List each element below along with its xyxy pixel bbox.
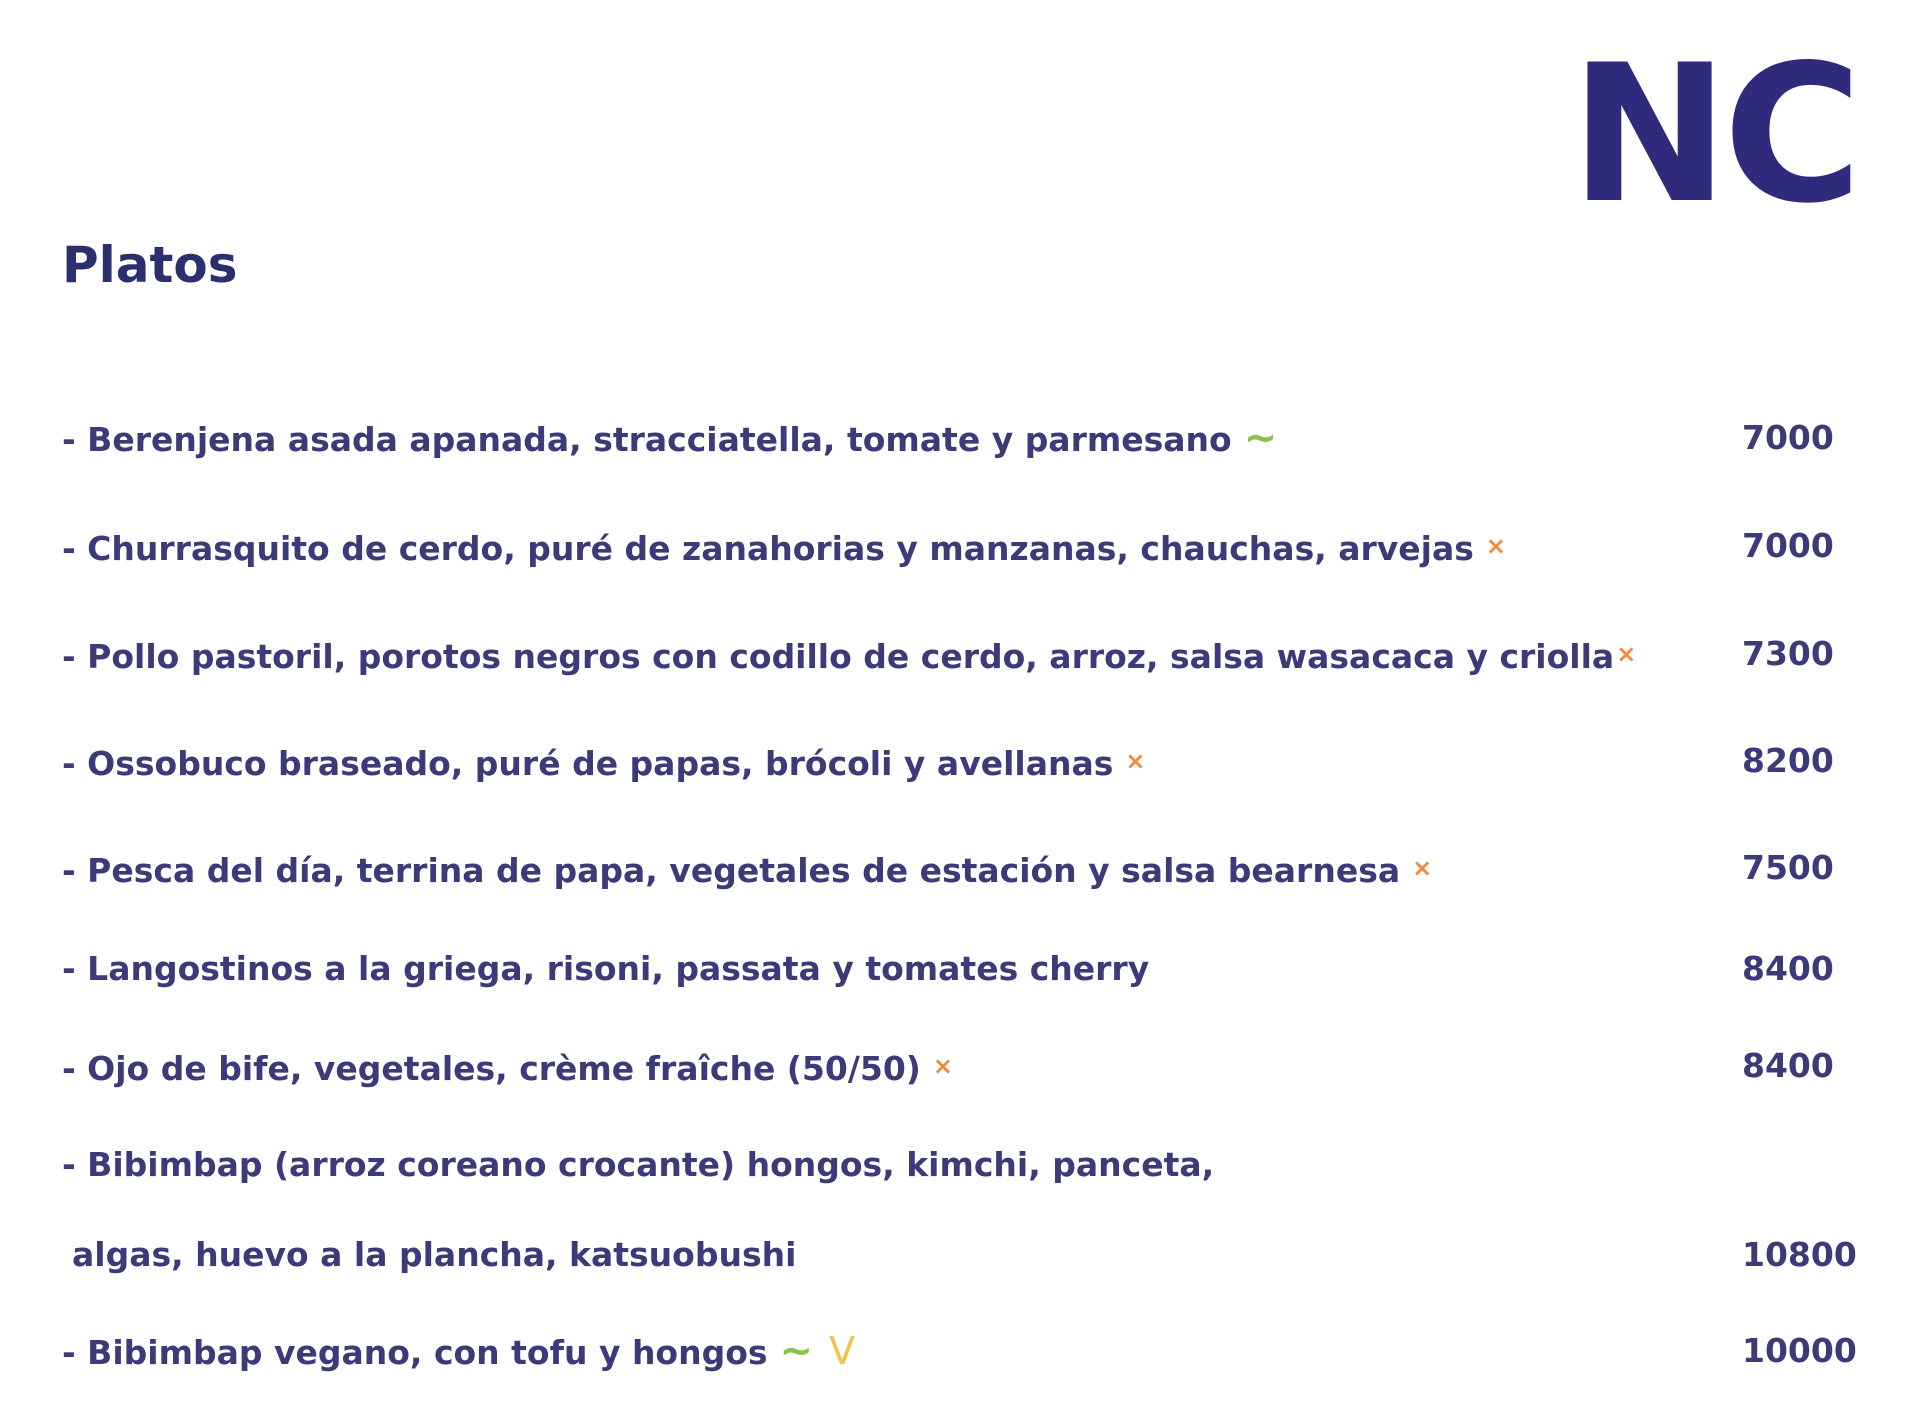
orange-cross-icon: × bbox=[932, 1052, 953, 1080]
menu-item-description: - Churrasquito de cerdo, puré de zanahorias y manzanas, chauchas, arvejas × bbox=[62, 521, 1506, 574]
menu-item-description: - Pesca del día, terrina de papa, vegetales de estación y salsa bearnesa × bbox=[62, 843, 1432, 896]
menu-item-price: 10000 bbox=[1742, 1331, 1857, 1370]
orange-cross-icon: × bbox=[1412, 854, 1433, 882]
menu-item-description: - Pollo pastoril, porotos negros con codillo de cerdo, arroz, salsa wasacaca y criolla× bbox=[62, 629, 1636, 682]
menu-item bbox=[62, 736, 1862, 786]
menu-item bbox=[62, 629, 1862, 679]
vegetarian-tilde-icon: ~ bbox=[1243, 415, 1278, 461]
menu-item-continued bbox=[62, 1230, 1862, 1280]
menu-item-price: 8400 bbox=[1742, 949, 1834, 988]
menu-item-description: - Bibimbap (arroz coreano crocante) hongos, kimchi, panceta, bbox=[62, 1145, 1215, 1184]
vegan-v-icon: V bbox=[829, 1329, 856, 1373]
menu-item bbox=[62, 944, 1862, 994]
menu-item-description-line2: algas, huevo a la plancha, katsuobushi bbox=[72, 1235, 797, 1274]
orange-cross-icon: × bbox=[1125, 747, 1146, 775]
orange-cross-icon: × bbox=[1616, 640, 1637, 668]
menu-item bbox=[62, 843, 1862, 893]
menu-item-description: - Langostinos a la griega, risoni, passata y tomates cherry bbox=[62, 949, 1150, 988]
menu-item bbox=[62, 413, 1862, 463]
menu-item bbox=[62, 521, 1862, 571]
menu-item-price: 7000 bbox=[1742, 418, 1834, 457]
restaurant-logo: NC bbox=[1570, 24, 1857, 245]
section-title: Platos bbox=[62, 236, 238, 294]
menu-item-description: - Ossobuco braseado, puré de papas, brócoli y avellanas × bbox=[62, 736, 1146, 789]
menu-item bbox=[62, 1140, 1862, 1190]
vegetarian-tilde-icon: ~ bbox=[779, 1328, 814, 1374]
menu-item bbox=[62, 1041, 1862, 1091]
menu-item-description: - Ojo de bife, vegetales, crème fraîche (50/50) × bbox=[62, 1041, 953, 1094]
menu-item-price: 7300 bbox=[1742, 634, 1834, 673]
menu-item-price: 10800 bbox=[1742, 1235, 1857, 1274]
menu-item bbox=[62, 1326, 1862, 1376]
menu-item-description: - Bibimbap vegano, con tofu y hongos ~ V bbox=[62, 1328, 856, 1374]
menu-item-description: - Berenjena asada apanada, stracciatella, tomate y parmesano ~ bbox=[62, 415, 1278, 461]
menu-item-price: 8200 bbox=[1742, 741, 1834, 780]
orange-cross-icon: × bbox=[1485, 532, 1507, 560]
menu-item-price: 8400 bbox=[1742, 1046, 1834, 1085]
menu-item-price: 7000 bbox=[1742, 526, 1834, 565]
menu-item-price: 7500 bbox=[1742, 848, 1834, 887]
